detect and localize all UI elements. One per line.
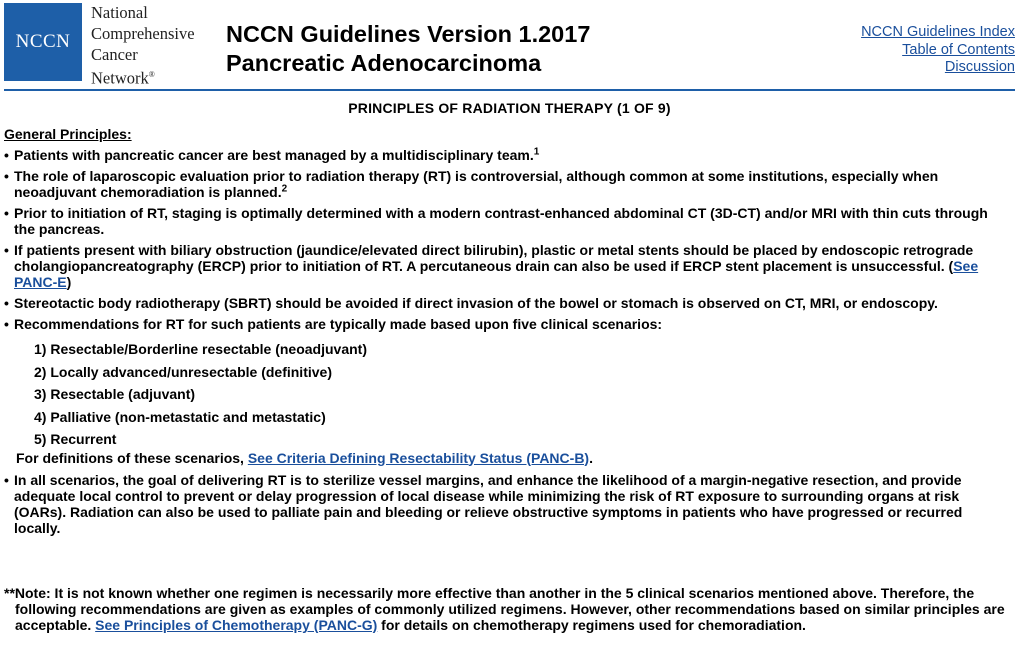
- bullet-dot: •: [4, 242, 9, 258]
- logo-line-national: National: [91, 3, 148, 22]
- bullet-dot: •: [4, 316, 9, 332]
- logo-wordmark: [91, 3, 195, 90]
- section-title: PRINCIPLES OF RADIATION THERAPY (1 OF 9): [348, 100, 671, 116]
- bullet-dot: •: [4, 295, 9, 311]
- bullet-dot: •: [4, 205, 9, 221]
- table-of-contents-link[interactable]: Table of Contents: [902, 41, 1015, 58]
- bullet-recommendations: • Recommendations for RT for such patients are typically made based upon five clinical scenarios:: [4, 316, 663, 332]
- scenario-definitions: For definitions of these scenarios, See Criteria Defining Resectability Status (PANC-B).: [16, 449, 593, 466]
- title-topic: Pancreatic Adenocarcinoma: [226, 50, 542, 76]
- bullet-staging: • Prior to initiation of RT, staging is optimally determined with a modern contrast-enhanced abdominal CT (3D-CT) and/or MRI with thin cuts through the pancreas.: [4, 205, 988, 237]
- bullet-sbrt: • Stereotactic body radiotherapy (SBRT) should be avoided if direct invasion of the bowel or stomach is observed on CT, MRI, or endoscopy.: [4, 295, 938, 311]
- logo-line-comprehensive: Comprehensive: [91, 23, 195, 43]
- nccn-logo: [4, 3, 82, 81]
- see-panc-g-link[interactable]: See Principles of Chemotherapy (PANC-G): [95, 617, 378, 633]
- logo-line-cancer: Cancer: [91, 44, 138, 64]
- footnote-1: 1: [533, 146, 540, 158]
- page-title: [226, 20, 590, 78]
- scenario-item: 2) Locally advanced/unresectable (definitive): [34, 363, 332, 380]
- bullet-dot: •: [4, 168, 9, 184]
- see-panc-b-link[interactable]: See Criteria Defining Resectability Status (PANC-B): [247, 449, 590, 466]
- scenario-item: 3) Resectable (adjuvant): [34, 386, 196, 402]
- footnote-note: **Note: It is not known whether one regimen is necessarily more effective than another in the 5 clinical scenarios mentioned above. Therefore, the following recommendations are given as examples of commonly utilized regimens. However, other recommendations based on similar principles are acceptable. See Principles of Chemotherapy (PANC-G) for details on chemotherapy regimens used for chemoradiation.: [4, 585, 1005, 633]
- discussion-link[interactable]: Discussion: [944, 59, 1015, 76]
- bullet-laparoscopic: • The role of laparoscopic evaluation prior to radiation therapy (RT) is controversial, although common at some institutions, especially when neoadjuvant chemoradiation is planned.$^2$: [4, 168, 939, 200]
- footnote-2: 2: [281, 183, 288, 195]
- general-principles-heading: General Principles:: [4, 126, 132, 142]
- general-principles: [4, 126, 1012, 541]
- bullet-multidisciplinary: • Patients with pancreatic cancer are best managed by a multidisciplinary team.$^1$: [4, 146, 540, 163]
- bullet-biliary: • If patients present with biliary obstruction (jaundice/elevated direct bilirubin), plastic or metal stents should be placed by endoscopic retrograde cholangiopancreatography (ERCP) prior to initiation of RT. A percutaneous drain can also be used if ERCP stent placement is unsuccessful. (See PANC-E): [4, 242, 979, 290]
- scenario-item: 5) Recurrent: [34, 431, 117, 447]
- logo-line-network: Network®: [91, 68, 155, 88]
- bullet-all-scenarios: • In all scenarios, the goal of delivering RT is to sterilize vessel margins, and enhance the likelihood of a margin-negative resection, and provide adequate local control to prevent or delay progression of local disease while minimizing the risk of RT exposure to surrounding organs at risk (OARs). Radiation can also be used to palliate pain and bleeding or relieve obstructive symptoms in patients who have progressed or recurred locally.: [4, 471, 963, 536]
- bullet-dot: •: [4, 147, 9, 163]
- see-panc-e-link[interactable]: See PANC-E: [14, 258, 979, 290]
- guidelines-index-link[interactable]: NCCN Guidelines Index: [861, 24, 1015, 40]
- bullet-dot: •: [4, 471, 9, 488]
- header-divider: [4, 89, 1015, 91]
- scenario-item: 1) Resectable/Borderline resectable (neoadjuvant): [34, 341, 367, 357]
- logo-abbr: NCCN: [15, 31, 71, 52]
- scenario-item: 4) Palliative (non-metastatic and metastatic): [34, 408, 326, 425]
- title-version: NCCN Guidelines Version 1.2017: [226, 21, 591, 47]
- header-nav: [861, 24, 1015, 77]
- scenario-list: [4, 338, 1012, 451]
- registered-mark: ®: [148, 70, 155, 80]
